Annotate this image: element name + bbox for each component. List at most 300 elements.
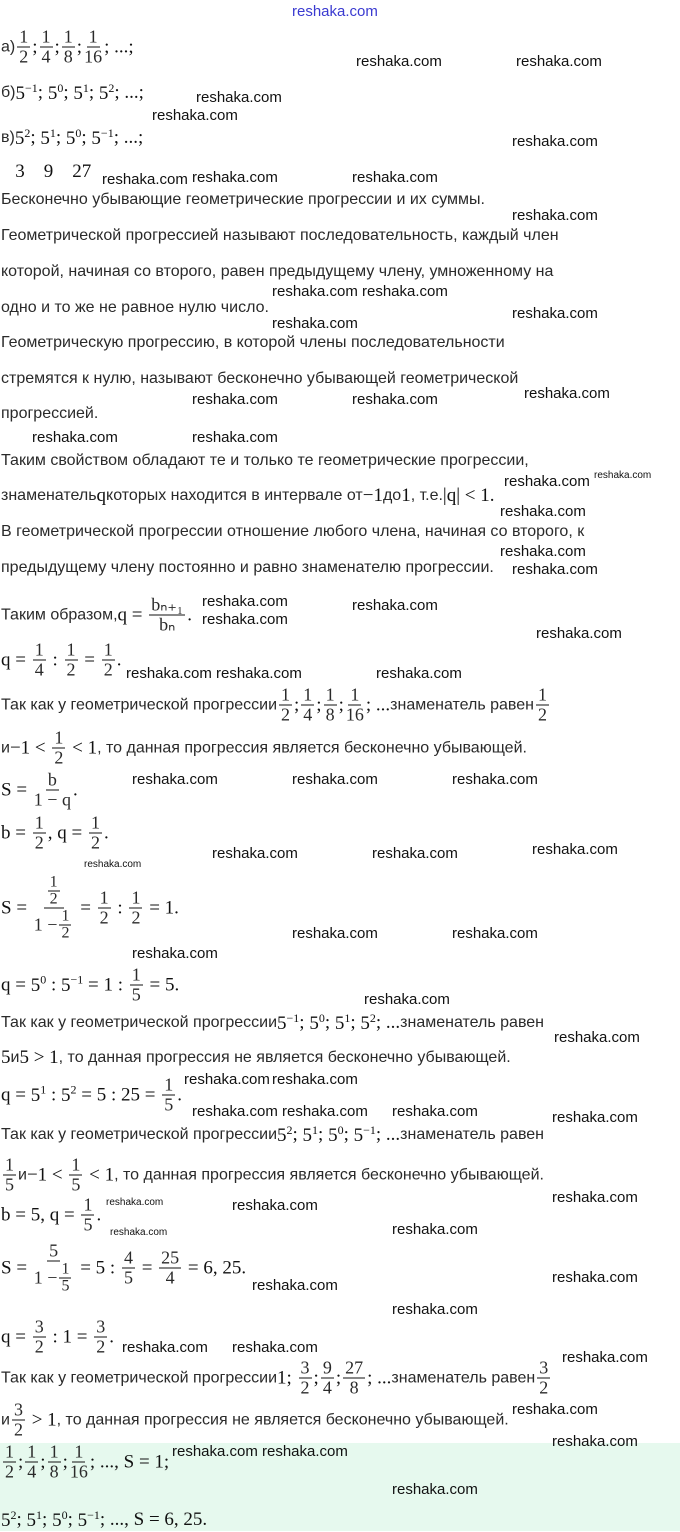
text: , то данная прогрессия не является бесконечно убывающей.	[58, 1049, 511, 1066]
numerator: 1	[5, 1154, 14, 1175]
fraction	[94, 1318, 107, 1357]
watermark: reshaka.com	[356, 53, 442, 70]
fraction	[17, 28, 30, 67]
watermark: reshaka.com	[110, 1227, 168, 1238]
watermark: reshaka.com	[376, 665, 462, 682]
text: Геометрическую прогрессию, в которой члены последовательности	[1, 334, 505, 351]
fraction	[346, 686, 364, 725]
power: $5^1$	[40, 125, 56, 150]
text-line	[1, 405, 98, 423]
math: |q| < 1.	[442, 485, 495, 506]
watermark: reshaka.com	[392, 1221, 478, 1238]
text-line	[1, 1359, 552, 1398]
text: прогрессией.	[1, 405, 99, 422]
math: ;	[37, 81, 48, 103]
watermark: reshaka.com	[500, 503, 586, 520]
math: ;	[318, 1123, 329, 1145]
text: Так как у геометрической прогрессии	[1, 1369, 278, 1386]
fraction	[159, 1249, 181, 1288]
power: $5^0$	[328, 1122, 344, 1147]
watermark: reshaka.com	[552, 1433, 638, 1450]
math: < 1	[84, 1164, 115, 1185]
math: 5	[1, 1047, 11, 1068]
numerator: 1	[281, 684, 291, 705]
fraction	[301, 686, 314, 725]
denominator: 4	[41, 46, 51, 67]
math: ;	[292, 1123, 303, 1145]
math: ; ...;	[114, 81, 144, 103]
math: ;	[350, 1011, 361, 1033]
watermark: reshaka.com	[192, 429, 278, 446]
math: ; ...;	[104, 36, 134, 57]
fraction	[40, 28, 53, 67]
denominator: 2	[34, 1336, 44, 1357]
power: $5^{-1}$	[15, 80, 38, 105]
watermark: reshaka.com	[552, 1189, 638, 1206]
math: < 1	[67, 737, 98, 758]
text-line	[1, 523, 584, 541]
text-line	[1, 334, 505, 352]
text-line	[1, 729, 527, 768]
watermark: reshaka.com	[352, 597, 438, 614]
fraction	[65, 641, 78, 680]
text: знаменатель равен	[400, 1125, 545, 1143]
watermark: reshaka.com	[512, 133, 598, 150]
watermark: reshaka.com	[452, 925, 538, 942]
denominator: 2	[96, 1336, 106, 1357]
denominator: 16	[345, 704, 364, 725]
text: стремятся к нулю, называют бесконечно убывающей геометрической	[1, 370, 519, 387]
fraction	[84, 28, 102, 67]
numerator: 1	[54, 727, 64, 748]
exponent: 1	[344, 1010, 351, 1025]
text-line	[1, 370, 518, 388]
fraction	[59, 1262, 71, 1295]
watermark: reshaka.com	[532, 841, 618, 858]
watermark: reshaka.com	[372, 845, 458, 862]
numerator: 3	[96, 1316, 106, 1337]
numerator: 1	[99, 887, 109, 908]
denominator: 5	[164, 1094, 174, 1115]
denominator: 2	[13, 1419, 23, 1440]
math: q	[96, 485, 107, 506]
denominator: 2	[54, 747, 64, 768]
numerator: 1	[103, 639, 113, 660]
denominator: 2	[539, 1377, 549, 1398]
math: ;	[63, 81, 74, 103]
numerator: 1	[131, 964, 141, 985]
math: ;	[343, 1123, 354, 1145]
exponent: 2	[286, 1122, 293, 1137]
text: знаменатель равен	[400, 1013, 545, 1031]
watermark: reshaka.com	[192, 169, 278, 186]
numerator: 1	[90, 812, 100, 833]
exponent: 0	[40, 972, 47, 987]
text-line	[1, 559, 494, 577]
watermark: reshaka.com	[282, 1103, 368, 1120]
denominator	[34, 1262, 74, 1295]
numerator: 1	[131, 887, 141, 908]
math: ;	[335, 1367, 342, 1388]
math: .	[187, 604, 192, 625]
math: ; ...	[375, 1123, 401, 1145]
math: ;	[81, 126, 92, 148]
watermark: reshaka.com	[562, 1349, 648, 1366]
text-line	[1, 1318, 114, 1357]
watermark: reshaka.com	[272, 315, 358, 332]
exponent: 1	[49, 125, 56, 140]
fraction	[129, 889, 142, 928]
power: $5^2$	[14, 125, 31, 150]
watermark: reshaka.com	[554, 1029, 640, 1046]
denominator: 8	[63, 46, 73, 67]
math: = 5 : 25 =	[76, 1084, 161, 1105]
watermark: reshaka.com	[516, 53, 602, 70]
exponent: 0	[318, 1010, 325, 1025]
math: ; ..., S = 6, 25.	[99, 1508, 208, 1530]
math: 3 9 27	[1, 161, 92, 182]
watermark: reshaka.com	[122, 1339, 208, 1356]
math: 1	[401, 485, 411, 506]
math: ; ...	[375, 1011, 401, 1033]
math: ;	[313, 1367, 319, 1388]
exponent: −1	[100, 125, 114, 140]
watermark: reshaka.com	[512, 1401, 598, 1418]
math: S =	[1, 897, 32, 918]
denominator: 8	[349, 1377, 359, 1398]
watermark: reshaka.com	[392, 1481, 478, 1498]
watermark: reshaka.com	[292, 3, 378, 20]
text-line	[1, 1076, 182, 1115]
fraction	[12, 1401, 25, 1440]
math: ;	[294, 694, 300, 715]
text: до	[382, 487, 402, 504]
exponent: 0	[57, 80, 64, 95]
watermark: reshaka.com	[452, 771, 538, 788]
math: > 1	[26, 1409, 57, 1430]
text-line	[1, 1156, 544, 1195]
text: , то данная прогрессия является бесконечно убывающей.	[114, 1166, 544, 1183]
math: = 5 :	[75, 1257, 120, 1278]
watermark: reshaka.com	[192, 391, 278, 408]
fraction	[299, 1359, 312, 1398]
fraction	[102, 641, 115, 680]
numerator: 1	[71, 1154, 81, 1175]
numerator: 1	[34, 639, 44, 660]
denominator: 2	[90, 832, 100, 853]
watermark: reshaka.com	[352, 391, 438, 408]
math: ;	[16, 1508, 27, 1530]
watermark: reshaka.com	[552, 1269, 638, 1286]
watermark: reshaka.com	[364, 991, 450, 1008]
watermark: reshaka.com	[594, 470, 652, 481]
watermark: reshaka.com	[512, 561, 598, 578]
fraction	[33, 814, 46, 853]
watermark: reshaka.com	[196, 89, 282, 106]
math: .	[72, 779, 78, 800]
exponent: 0	[61, 1507, 68, 1522]
numerator: 5	[49, 1240, 59, 1261]
math: −1	[362, 485, 383, 506]
complex-fraction	[34, 875, 74, 942]
denominator	[34, 909, 74, 942]
math: =	[136, 1257, 158, 1278]
math: ;	[76, 36, 83, 57]
watermark: reshaka.com	[172, 1443, 258, 1460]
text-line	[1, 1011, 544, 1035]
watermark: reshaka.com	[232, 1339, 318, 1356]
denominator: 2	[99, 907, 109, 928]
watermark: reshaka.com	[504, 473, 590, 490]
numerator: 1	[164, 1074, 174, 1095]
denominator: 2	[61, 924, 70, 942]
text: Так как у геометрической прогрессии	[1, 696, 278, 713]
fraction	[537, 1359, 550, 1398]
watermark: reshaka.com	[102, 171, 188, 188]
fraction	[98, 889, 111, 928]
watermark: reshaka.com	[216, 665, 302, 682]
math: ; ...;	[113, 126, 144, 148]
watermark: reshaka.com	[392, 1301, 478, 1318]
numerator: 1	[303, 684, 313, 705]
denominator: 2	[131, 907, 141, 928]
fraction	[3, 1443, 16, 1482]
text-line	[1, 1047, 511, 1069]
watermark: reshaka.com	[152, 107, 238, 124]
watermark: reshaka.com	[292, 925, 378, 942]
denominator: 4	[303, 704, 313, 725]
text: 1 −	[33, 1267, 58, 1288]
text-line	[1, 1196, 101, 1235]
watermark: reshaka.com	[252, 1277, 338, 1294]
text: и	[18, 1166, 27, 1183]
math: q =	[1, 1084, 31, 1105]
numerator: bₙ₊₁	[151, 594, 184, 615]
math: ;	[54, 36, 60, 57]
numerator: 1	[41, 26, 51, 47]
exponent: 2	[70, 1082, 77, 1097]
watermark: reshaka.com	[272, 1071, 358, 1088]
text-line	[1, 81, 144, 105]
math: = 1.	[144, 897, 179, 918]
power: $5^1$	[73, 80, 89, 105]
text-line	[1, 299, 269, 317]
text: В геометрической прогрессии отношение любого члена, начиная со второго, к	[1, 523, 585, 540]
watermark: reshaka.com	[392, 1103, 478, 1120]
denominator: 4	[322, 1377, 332, 1398]
text: знаменатель равен	[391, 1369, 536, 1386]
power: $5^{-1}$	[91, 125, 114, 150]
fraction	[162, 1076, 175, 1115]
power: $5^0$	[52, 1507, 68, 1532]
math: ;	[88, 81, 99, 103]
math: .	[177, 1084, 182, 1105]
numerator: 1	[83, 1194, 93, 1215]
text: , то данная прогрессия является бесконечно убывающей.	[97, 739, 527, 756]
math: , q =	[47, 822, 87, 843]
watermark: reshaka.com	[232, 1197, 318, 1214]
text: знаменатель равен	[390, 696, 534, 713]
watermark: reshaka.com	[212, 845, 298, 862]
numerator: 1	[325, 684, 335, 705]
text-line	[1, 263, 553, 281]
text: Так как у геометрической прогрессии	[1, 1013, 278, 1031]
denominator: 5	[5, 1174, 14, 1195]
numerator: 9	[322, 1357, 332, 1378]
math: ;	[30, 126, 41, 148]
watermark: reshaka.com	[500, 543, 586, 560]
fraction	[89, 814, 102, 853]
math: q =	[117, 604, 148, 625]
watermark: reshaka.com	[524, 385, 610, 402]
denominator: 5	[123, 1267, 133, 1288]
text: в)	[1, 128, 15, 146]
denominator: 2	[34, 832, 44, 853]
exponent: 2	[10, 1507, 17, 1522]
text: которых находится в интервале от	[106, 487, 363, 504]
denominator: 5	[83, 1214, 93, 1235]
exponent: 0	[337, 1122, 344, 1137]
denominator: 4	[27, 1461, 37, 1482]
power: $5^2$	[98, 80, 115, 105]
fraction	[81, 1196, 94, 1235]
exponent: −1	[286, 1010, 300, 1025]
watermark: reshaka.com	[202, 593, 288, 610]
denominator: 2	[66, 659, 76, 680]
text: и	[10, 1049, 20, 1066]
text: Так как у геометрической прогрессии	[1, 1125, 278, 1143]
fraction	[48, 875, 60, 908]
text-line	[1, 1401, 509, 1440]
power: $5^2$	[360, 1010, 376, 1035]
text-line	[1, 452, 529, 470]
denominator: 4	[34, 659, 44, 680]
fraction	[52, 729, 65, 768]
fraction	[279, 686, 292, 725]
text-line	[1, 227, 559, 245]
denominator: 4	[165, 1267, 175, 1288]
math: b = 5, q =	[1, 1204, 80, 1225]
math: ;	[299, 1011, 310, 1033]
fraction	[33, 1318, 46, 1357]
math: ;	[324, 1011, 335, 1033]
exponent: 2	[369, 1010, 376, 1025]
numerator: b	[47, 769, 57, 790]
power: $5^1$	[302, 1122, 319, 1147]
text: и	[1, 1411, 10, 1428]
math: ; ..., S = 1;	[89, 1451, 170, 1472]
math: : 1 =	[47, 1326, 93, 1347]
fraction	[343, 1359, 365, 1398]
denominator: 2	[537, 704, 547, 725]
power: $5^{-1}$	[277, 1010, 300, 1035]
denominator: 2	[103, 659, 113, 680]
text-line	[1, 686, 551, 725]
math: −1 <	[26, 1164, 68, 1185]
math: = 6, 25.	[183, 1257, 247, 1278]
text: Таким образом,	[1, 606, 118, 623]
math: ; ...	[365, 694, 391, 715]
power: $5^{-1}$	[353, 1122, 376, 1147]
watermark: reshaka.com	[552, 1109, 638, 1126]
denominator: 8	[49, 1461, 59, 1482]
fraction	[48, 1443, 61, 1482]
power: $5^0$	[47, 80, 64, 105]
text-line	[1, 1443, 169, 1482]
denominator: 5	[71, 1174, 81, 1195]
math: q =	[1, 974, 31, 995]
denominator: 2	[300, 1377, 310, 1398]
text-line	[1, 485, 495, 507]
denominator: 5	[131, 984, 141, 1005]
math: 5 > 1	[19, 1047, 59, 1068]
math: ;	[67, 1508, 78, 1530]
text: а)	[1, 38, 16, 55]
numerator: 1	[49, 873, 58, 891]
text: Геометрической прогрессией называют последовательность, каждый член	[1, 227, 559, 244]
watermark: reshaka.com	[272, 283, 358, 300]
text-line	[1, 641, 121, 680]
fraction	[3, 1156, 16, 1195]
power: $5^0$	[65, 125, 82, 150]
denominator: 8	[325, 704, 335, 725]
watermark: reshaka.com	[84, 859, 142, 870]
numerator: 4	[123, 1247, 133, 1268]
text-line	[1, 161, 91, 183]
numerator: 1	[61, 907, 70, 925]
watermark: reshaka.com	[362, 283, 448, 300]
denominator: 2	[281, 704, 291, 725]
numerator	[44, 875, 64, 909]
math: ;	[40, 1451, 46, 1472]
fraction	[25, 1443, 38, 1482]
exponent: 0	[75, 125, 82, 140]
watermark: reshaka.com	[132, 771, 218, 788]
fraction	[69, 1156, 82, 1195]
numerator: 3	[539, 1357, 549, 1378]
text-line	[1, 1123, 544, 1147]
watermark: reshaka.com	[106, 1197, 164, 1208]
text-line	[1, 596, 192, 635]
math: ;	[42, 1508, 53, 1530]
text: б)	[1, 83, 16, 101]
fraction	[62, 28, 75, 67]
text-line	[1, 28, 134, 67]
text: и	[1, 739, 10, 756]
denominator: 5	[61, 1277, 70, 1295]
text-line	[1, 191, 485, 209]
fraction	[122, 1249, 135, 1288]
power: $5^{-1}$	[61, 972, 84, 997]
watermark: reshaka.com	[192, 1103, 278, 1120]
exponent: 2	[108, 80, 115, 95]
math: :	[46, 974, 61, 995]
fraction	[324, 686, 337, 725]
numerator: 1	[5, 1441, 14, 1462]
math: ;	[62, 1451, 68, 1472]
fraction	[33, 641, 46, 680]
math: ;	[338, 694, 344, 715]
numerator: 1	[27, 1441, 37, 1462]
watermark: reshaka.com	[536, 625, 622, 642]
math: :	[112, 897, 128, 918]
math: = 5.	[144, 974, 180, 995]
denominator: 16	[84, 46, 103, 67]
text-line	[1, 1242, 246, 1295]
watermark: reshaka.com	[352, 169, 438, 186]
text: знаменатель	[1, 487, 97, 504]
text-line	[1, 875, 179, 942]
